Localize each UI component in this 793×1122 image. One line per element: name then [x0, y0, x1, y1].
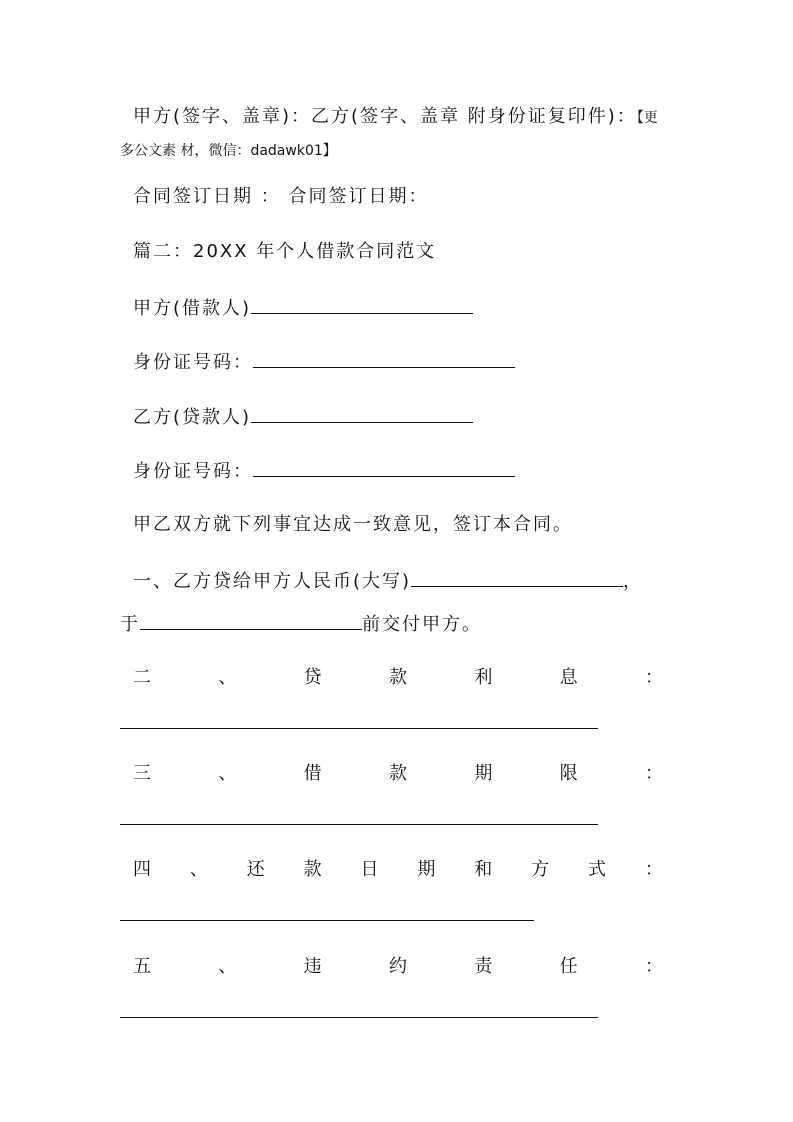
section-title: 篇二：20XX 年个人借款合同范文: [133, 241, 437, 262]
clause-3-char: 、: [218, 763, 237, 784]
clause-2-char: 息: [559, 667, 578, 688]
signature-text: 甲方(签字、盖章)：乙方(签字、盖章 附身份证复印件)：: [133, 106, 637, 127]
clause-5-char: 违: [303, 956, 322, 977]
clause-4-char: 还: [246, 859, 265, 880]
party-b-row: [133, 404, 473, 430]
clause-2-char: 款: [388, 667, 407, 688]
clause-4-char: 方: [531, 859, 550, 880]
clause-4-char: 日: [360, 859, 379, 880]
clause-4-char: 四: [133, 859, 151, 880]
clause-1-prefix: 于: [120, 614, 140, 635]
id-a-label: 身份证号码：: [133, 352, 253, 373]
clause-4-char: 和: [474, 859, 493, 880]
clause-4-char: 款: [303, 859, 322, 880]
clause-5-char: 责: [474, 956, 493, 977]
party-b-label: 乙方(贷款人): [133, 407, 252, 428]
id-b-blank[interactable]: [253, 458, 515, 477]
clause-5-char: 五: [133, 956, 151, 977]
party-a-label: 甲方(借款人): [133, 298, 252, 319]
clause-4-heading: [133, 858, 663, 882]
clause-2-char: 、: [218, 667, 237, 688]
signature-line: [133, 105, 658, 130]
clause-3-char: 借: [303, 763, 322, 784]
clause-3-char: 限: [559, 763, 578, 784]
clause-3-char: 款: [388, 763, 407, 784]
clause-2-char: 贷: [303, 667, 322, 688]
clause-4-char: ：: [644, 859, 663, 880]
clause-2-char: ：: [644, 667, 663, 688]
clause-5-heading: [133, 955, 663, 979]
party-a-blank[interactable]: [251, 295, 473, 314]
clause-1-text: 一、乙方贷给甲方人民币(大写): [133, 571, 412, 592]
clause-3-blank[interactable]: [120, 824, 598, 825]
clause-1-suffix: 前交付甲方。: [362, 614, 482, 635]
clause-5-char: 约: [388, 956, 407, 977]
clause-1-row: [133, 568, 643, 594]
id-b-label: 身份证号码：: [133, 461, 253, 482]
id-a-blank[interactable]: [253, 349, 515, 368]
promo-text-end: 多公文素 材，微信：dadawk01】: [120, 143, 337, 159]
clause-5-char: 任: [559, 956, 578, 977]
party-b-blank[interactable]: [251, 404, 473, 423]
clause-2-char: 利: [474, 667, 493, 688]
clause-3-char: ：: [644, 763, 663, 784]
clause-5-blank[interactable]: [120, 1017, 598, 1018]
signing-date-line: 合同签订日期 ： 合同签订日期：: [133, 186, 429, 207]
clause-1-cont-row: [120, 611, 482, 637]
clause-1-comma: ，: [623, 571, 644, 592]
clause-3-heading: [133, 762, 663, 786]
clause-4-blank[interactable]: [120, 920, 534, 921]
clause-3-char: 三: [133, 763, 151, 784]
clause-5-char: 、: [218, 956, 237, 977]
party-a-row: [133, 295, 473, 321]
clause-3-char: 期: [474, 763, 493, 784]
clause-4-char: 式: [588, 859, 606, 880]
promo-text-start: 【更: [636, 110, 658, 126]
id-b-row: [133, 458, 515, 484]
agreement-line: 甲乙双方就下列事宜达成一致意见，签订本合同。: [133, 514, 573, 535]
clause-2-heading: [133, 666, 663, 690]
clause-4-char: 、: [189, 859, 208, 880]
clause-1-amount-blank[interactable]: [411, 568, 623, 587]
clause-4-char: 期: [417, 859, 436, 880]
clause-2-char: 二: [133, 667, 151, 688]
id-a-row: [133, 349, 515, 375]
clause-5-char: ：: [644, 956, 663, 977]
clause-1-date-blank[interactable]: [140, 611, 362, 630]
clause-2-blank[interactable]: [120, 728, 598, 729]
